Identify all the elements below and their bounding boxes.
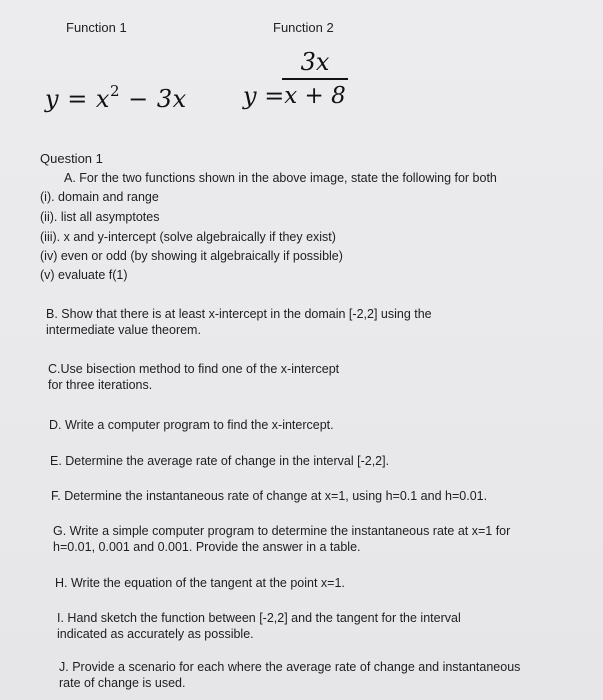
- part-b-line-2: intermediate value theorem.: [46, 323, 201, 337]
- part-d-text: D. Write a computer program to find the x-intercept.: [49, 418, 334, 432]
- part-e-text: E. Determine the average rate of change in the interval [-2,2].: [50, 454, 390, 468]
- part-j-line-1: J. Provide a scenario for each where the average rate of change and instantaneous: [59, 660, 521, 674]
- part-g-line-1: G. Write a simple computer program to determine the instantaneous rate at x=1 for: [53, 524, 511, 538]
- function-1-exponent: 2: [109, 82, 121, 100]
- function-1-equation: [45, 84, 187, 113]
- function-1-equation-rest: − 3x: [120, 85, 187, 113]
- function-2-label: Function 2: [273, 20, 334, 35]
- sub-item-even-odd: (iv) even or odd (by showing it algebraically if possible): [40, 249, 343, 263]
- function-2-fraction: [282, 48, 348, 109]
- function-1-label: Function 1: [66, 20, 127, 35]
- function-1-equation-base: y = x: [45, 85, 110, 113]
- part-c-line-2: for three iterations.: [48, 378, 153, 392]
- function-2-numerator: 3x: [300, 48, 330, 76]
- sub-item-domain-range: (i). domain and range: [40, 190, 159, 204]
- function-2-denominator: x + 8: [284, 82, 346, 109]
- part-a-text: A. For the two functions shown in the above image, state the following for both: [64, 171, 497, 185]
- part-i-line-1: I. Hand sketch the function between [-2,2] and the tangent for the interval: [57, 611, 461, 625]
- part-g-line-2: h=0.01, 0.001 and 0.001. Provide the answer in a table.: [53, 540, 361, 554]
- question-title: Question 1: [40, 151, 103, 166]
- part-c-line-1: C.Use bisection method to find one of the x-intercept: [48, 362, 340, 376]
- part-f-text: F. Determine the instantaneous rate of change at x=1, using h=0.1 and h=0.01.: [51, 489, 488, 503]
- sub-item-evaluate: (v) evaluate f(1): [40, 268, 128, 282]
- function-2-equation-lhs: y =: [243, 82, 285, 110]
- sub-item-intercepts: (iii). x and y-intercept (solve algebraically if they exist): [40, 230, 336, 244]
- part-j-line-2: rate of change is used.: [59, 676, 186, 690]
- sub-item-asymptotes: (ii). list all asymptotes: [40, 210, 160, 224]
- part-b-line-1: B. Show that there is at least x-intercept in the domain [-2,2] using the: [46, 307, 432, 321]
- fraction-bar: [282, 78, 348, 80]
- part-i-line-2: indicated as accurately as possible.: [57, 627, 254, 641]
- part-h-text: H. Write the equation of the tangent at the point x=1.: [55, 576, 345, 590]
